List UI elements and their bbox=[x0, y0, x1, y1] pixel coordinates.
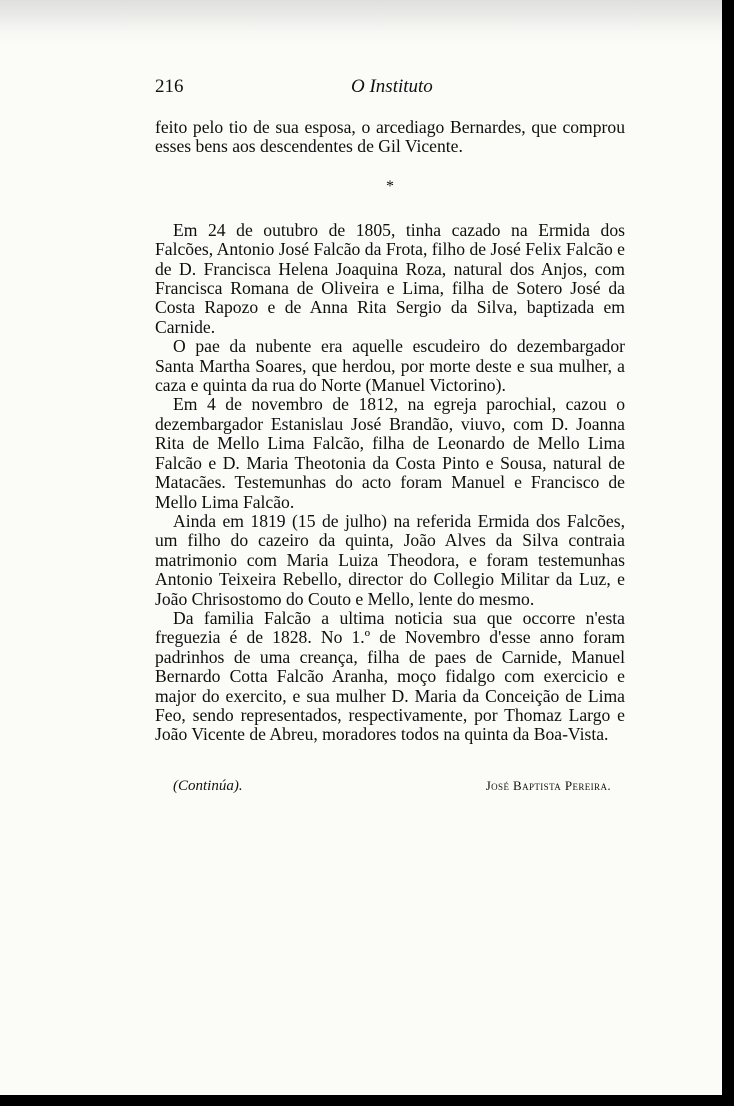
running-title: O Instituto bbox=[351, 76, 433, 97]
paragraph-continuation: feito pelo tio de sua esposa, o arcediago Bernardes, que comprou esses bens aos descendentes de Gil Vicente. bbox=[155, 117, 625, 157]
page-number: 216 bbox=[155, 76, 184, 97]
scan-top-shade bbox=[0, 0, 722, 46]
page-header bbox=[155, 76, 625, 102]
paragraph-1812: Em 4 de novembro de 1812, na egreja parochial, cazou o dezembargador Estanislau José Brandão, viuvo, com D. Joanna Rita de Mello Lima Falcão, filha de Leonardo de Mello Lima Falcão e D. Maria Theotonia da Costa Pinto e Sousa, natural de Matacães. Testemunhas do acto foram Manuel e Francisco de Mello Lima Falcão. bbox=[155, 394, 625, 512]
page-footer bbox=[155, 778, 625, 802]
paragraph-pae-da-nubente: O pae da nubente era aquelle escudeiro do dezembargador Santa Martha Soares, que herdou, por morte deste e sua mulher, a caza e quinta da rua do Norte (Manuel Victorino). bbox=[155, 336, 625, 396]
scan-right-edge bbox=[722, 0, 734, 1106]
section-separator: * bbox=[386, 177, 394, 195]
paragraph-1805: Em 24 de outubro de 1805, tinha cazado na Ermida dos Falcões, Antonio José Falcão da Frota, filho de José Felix Falcão e de D. Francisca Helena Joaquina Roza, natural dos Anjos, com Francisca Romana de Oliveira e Lima, filha de Sotero José da Costa Rapozo e de Anna Rita Sergio da Silva, baptizada em Carnide. bbox=[155, 219, 625, 337]
paragraph-familia-falcao: Da familia Falcão a ultima noticia sua que occorre n'esta freguezia é de 1828. No 1.º de Novembro d'esse anno foram padrinhos de uma creança, filha de paes de Carnide, Manuel Bernardo Cotta Falcão Aranha, moço fidalgo com exercicio e major do exercito, e sua mulher D. Maria da Conceição de Lima Feo, sendo representados, respectivamente, por Thomaz Largo e João Vicente de Abreu, moradores todos na quinta da Boa-Vista. bbox=[155, 607, 625, 745]
paragraph-1819: Ainda em 1819 (15 de julho) na referida Ermida dos Falcões, um filho do cazeiro da quinta, João Alves da Silva contraia matrimonio com Maria Luiza Theodora, e foram testemunhas Antonio Teixeira Rebello, director do Collegio Militar da Luz, e João Chrisostomo do Couto e Mello, lente do mesmo. bbox=[155, 510, 625, 609]
continua-note: (Continúa). bbox=[173, 778, 243, 794]
body-text bbox=[155, 118, 625, 745]
author-signature: José Baptista Pereira. bbox=[485, 778, 611, 793]
scan-bottom-edge bbox=[0, 1095, 734, 1106]
